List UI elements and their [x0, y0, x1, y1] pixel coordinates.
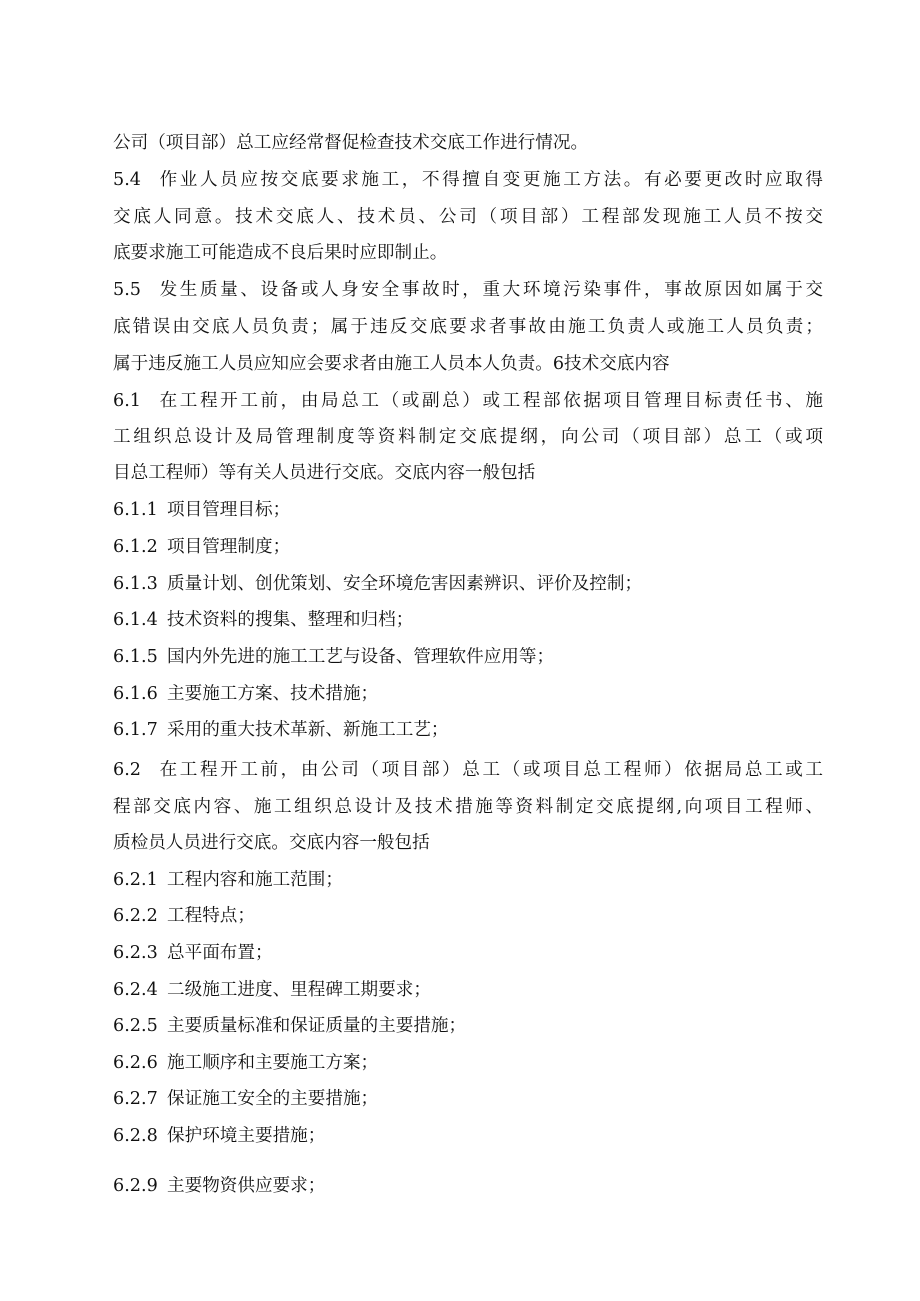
- list-item: [113, 606, 823, 634]
- list-item: [113, 866, 823, 894]
- list-item: [113, 902, 823, 930]
- paragraph-5-5-line-3: [113, 350, 823, 378]
- item-text: 主要质量标准和保证质量的主要措施；: [167, 1016, 467, 1036]
- list-item: [113, 1049, 823, 1077]
- list-item: [113, 976, 823, 1004]
- paragraph-6-1-line-3: [113, 459, 823, 487]
- item-number: 6.1.4: [113, 610, 158, 630]
- item-text: 项目管理制度；: [167, 537, 291, 557]
- item-number: 6.1.5: [113, 647, 158, 667]
- item-text: 保证施工安全的主要措施；: [167, 1089, 379, 1109]
- item-number: 6.2.2: [113, 906, 158, 926]
- item-text: 总平面布置；: [167, 943, 273, 963]
- item-number: 6.2.3: [113, 943, 158, 963]
- item-text: 保护环境主要措施；: [167, 1126, 326, 1146]
- paragraph-5-4-line-2: [113, 203, 823, 231]
- paragraph-text: 目总工程师）等有关人员进行交底。交底内容一般包括: [113, 463, 536, 483]
- paragraph-text: 作业人员应按交底要求施工，不得擅自变更施工方法。有必要更改时应取得: [157, 170, 823, 190]
- paragraph-text: 底要求施工可能造成不良后果时应即制止。: [113, 243, 448, 263]
- paragraph-text: 底错误由交底人员负责；属于违反交底要求者事故由施工负责人或施工人员负责；: [113, 317, 823, 337]
- list-item: [113, 1085, 823, 1113]
- paragraph-6-1-line-1: [113, 387, 823, 415]
- list-item: [113, 1172, 823, 1200]
- item-number: 6.2.9: [113, 1176, 158, 1196]
- section-number: 6.1: [113, 391, 141, 411]
- item-number: 6.1.6: [113, 684, 158, 704]
- item-number: 6.1.3: [113, 574, 158, 594]
- paragraph-text: 程部交底内容、施工组织总设计及技术措施等资料制定交底提纲,向项目工程师、: [113, 797, 823, 817]
- paragraph-text: 发生质量、设备或人身安全事故时，重大环境污染事件，事故原因如属于交: [157, 280, 823, 300]
- item-text: 主要施工方案、技术措施；: [167, 684, 379, 704]
- paragraph-5-4-line-3: [113, 239, 823, 267]
- item-text: 国内外先进的施工工艺与设备、管理软件应用等；: [167, 647, 555, 667]
- item-text: 质量计划、创优策划、安全环境危害因素辨识、评价及控制；: [167, 574, 643, 594]
- paragraph-5-5-line-2: [113, 313, 823, 341]
- list-item: [113, 680, 823, 708]
- item-text: 工程内容和施工范围；: [167, 870, 343, 890]
- item-text: 主要物资供应要求；: [167, 1176, 326, 1196]
- paragraph-6-2-line-3: [113, 829, 823, 857]
- item-text: 工程特点；: [167, 906, 255, 926]
- paragraph-text: 工组织总设计及局管理制度等资料制定交底提纲，向公司（项目部）总工（或项: [113, 427, 823, 447]
- paragraph-6-2-line-2: [113, 793, 823, 821]
- item-number: 6.2.4: [113, 980, 158, 1000]
- paragraph-text: 在工程开工前，由局总工（或副总）或工程部依据项目管理目标责任书、施: [157, 391, 823, 411]
- list-item: [113, 533, 823, 561]
- item-number: 6.2.6: [113, 1053, 158, 1073]
- item-text: 采用的重大技术革新、新施工工艺；: [167, 720, 449, 740]
- list-item: [113, 1122, 823, 1150]
- section-number: 6.2: [113, 760, 141, 780]
- item-number: 6.2.7: [113, 1089, 158, 1109]
- item-number: 6.1.1: [113, 500, 158, 520]
- item-number: 6.2.8: [113, 1126, 158, 1146]
- paragraph-text: 交底人同意。技术交底人、技术员、公司（项目部）工程部发现施工人员不按交: [113, 207, 823, 227]
- paragraph-text: 公司（项目部）总工应经常督促检查技术交底工作进行情况。: [113, 133, 589, 153]
- list-item: [113, 1012, 823, 1040]
- item-text: 施工顺序和主要施工方案；: [167, 1053, 379, 1073]
- item-number: 6.2.5: [113, 1016, 158, 1036]
- paragraph-text: 属于违反施工人员应知应会要求者由施工人员本人负责。6技术交底内容: [113, 354, 670, 374]
- section-number: 5.5: [113, 280, 141, 300]
- list-item: [113, 716, 823, 744]
- item-number: 6.1.7: [113, 720, 158, 740]
- item-text: 技术资料的搜集、整理和归档；: [167, 610, 414, 630]
- paragraph-line: [113, 129, 823, 157]
- item-text: 项目管理目标；: [167, 500, 291, 520]
- list-item: [113, 570, 823, 598]
- paragraph-5-5-line-1: [113, 276, 823, 304]
- paragraph-5-4-line-1: [113, 166, 823, 194]
- paragraph-text: 在工程开工前，由公司（项目部）总工（或项目总工程师）依据局总工或工: [157, 760, 823, 780]
- item-text: 二级施工进度、里程碑工期要求；: [167, 980, 431, 1000]
- item-number: 6.1.2: [113, 537, 158, 557]
- paragraph-6-1-line-2: [113, 423, 823, 451]
- list-item: [113, 939, 823, 967]
- list-item: [113, 643, 823, 671]
- section-number: 5.4: [113, 170, 141, 190]
- paragraph-text: 质检员人员进行交底。交底内容一般包括: [113, 833, 430, 853]
- paragraph-6-2-line-1: [113, 756, 823, 784]
- item-number: 6.2.1: [113, 870, 158, 890]
- list-item: [113, 496, 823, 524]
